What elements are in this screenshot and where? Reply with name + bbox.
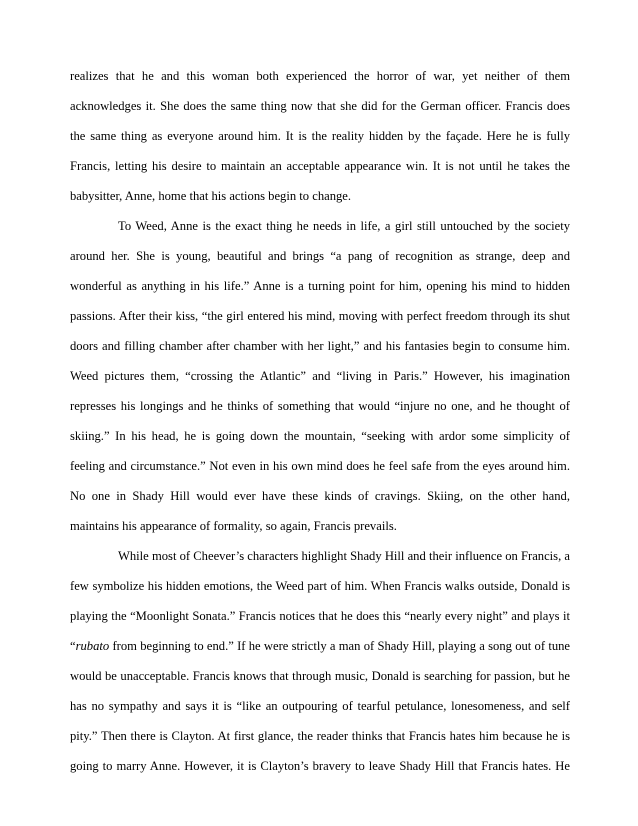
paragraph-first-line: To Weed, Anne is the exact thing he needs in life, a girl still untouched by the society xyxy=(118,219,570,233)
body-text-line: realizes that he and this woman both experienced the horror of war, yet neither of them xyxy=(70,69,570,83)
line-remainder: from beginning to end.” If he were strictly a man of Shady Hill, playing a song out of tune xyxy=(112,639,570,653)
paragraph-first-line: While most of Cheever’s characters highlight Shady Hill and their influence on Francis, a xyxy=(118,549,570,563)
body-text-line: Weed pictures them, “crossing the Atlantic” and “living in Paris.” However, his imagination xyxy=(70,369,570,383)
open-quote: “ xyxy=(70,639,76,653)
body-text-line: No one in Shady Hill would ever have these kinds of cravings. Skiing, on the other hand, xyxy=(70,489,570,503)
body-text-line xyxy=(70,636,570,656)
body-text-line: going to marry Anne. However, it is Clayton’s bravery to leave Shady Hill that Francis hates. He xyxy=(70,759,570,773)
body-text-line: represses his longings and he thinks of something that would “injure no one, and he thought of xyxy=(70,399,570,413)
body-text-line: maintains his appearance of formality, so again, Francis prevails. xyxy=(70,519,397,533)
body-text-line: acknowledges it. She does the same thing now that she did for the German officer. Francis does xyxy=(70,99,570,113)
body-text-line: passions. After their kiss, “the girl entered his mind, moving with perfect freedom through its shut xyxy=(70,309,570,323)
body-text-line: would be unacceptable. Francis knows that through music, Donald is searching for passion, but he xyxy=(70,669,570,683)
body-text-line: babysitter, Anne, home that his actions begin to change. xyxy=(70,189,352,203)
body-text-line: has no sympathy and says it is “like an outpouring of tearful petulance, lonesomeness, and self xyxy=(70,699,570,713)
italic-term: rubato xyxy=(75,639,110,653)
body-text-line: playing the “Moonlight Sonata.” Francis notices that he does this “nearly every night” and plays it xyxy=(70,609,570,623)
body-text-line: few symbolize his hidden emotions, the Weed part of him. When Francis walks outside, Donald is xyxy=(70,579,570,593)
body-text-line: Francis, letting his desire to maintain an acceptable appearance win. It is not until he takes the xyxy=(70,159,570,173)
body-text-line: feeling and circumstance.” Not even in his own mind does he feel safe from the eyes around him. xyxy=(70,459,570,473)
body-text-line: wonderful as anything in his life.” Anne is a turning point for him, opening his mind to hidden xyxy=(70,279,570,293)
body-text-line: around her. She is young, beautiful and brings “a pang of recognition as strange, deep and xyxy=(70,249,570,263)
body-text-line: skiing.” In his head, he is going down the mountain, “seeking with ardor some simplicity of xyxy=(70,429,570,443)
body-text-line: pity.” Then there is Clayton. At first glance, the reader thinks that Francis hates him because he is xyxy=(70,729,570,743)
body-text-line: doors and filling chamber after chamber with her light,” and his fantasies begin to consume him. xyxy=(70,339,570,353)
body-text-line: the same thing as everyone around him. It is the reality hidden by the façade. Here he is fully xyxy=(70,129,570,143)
